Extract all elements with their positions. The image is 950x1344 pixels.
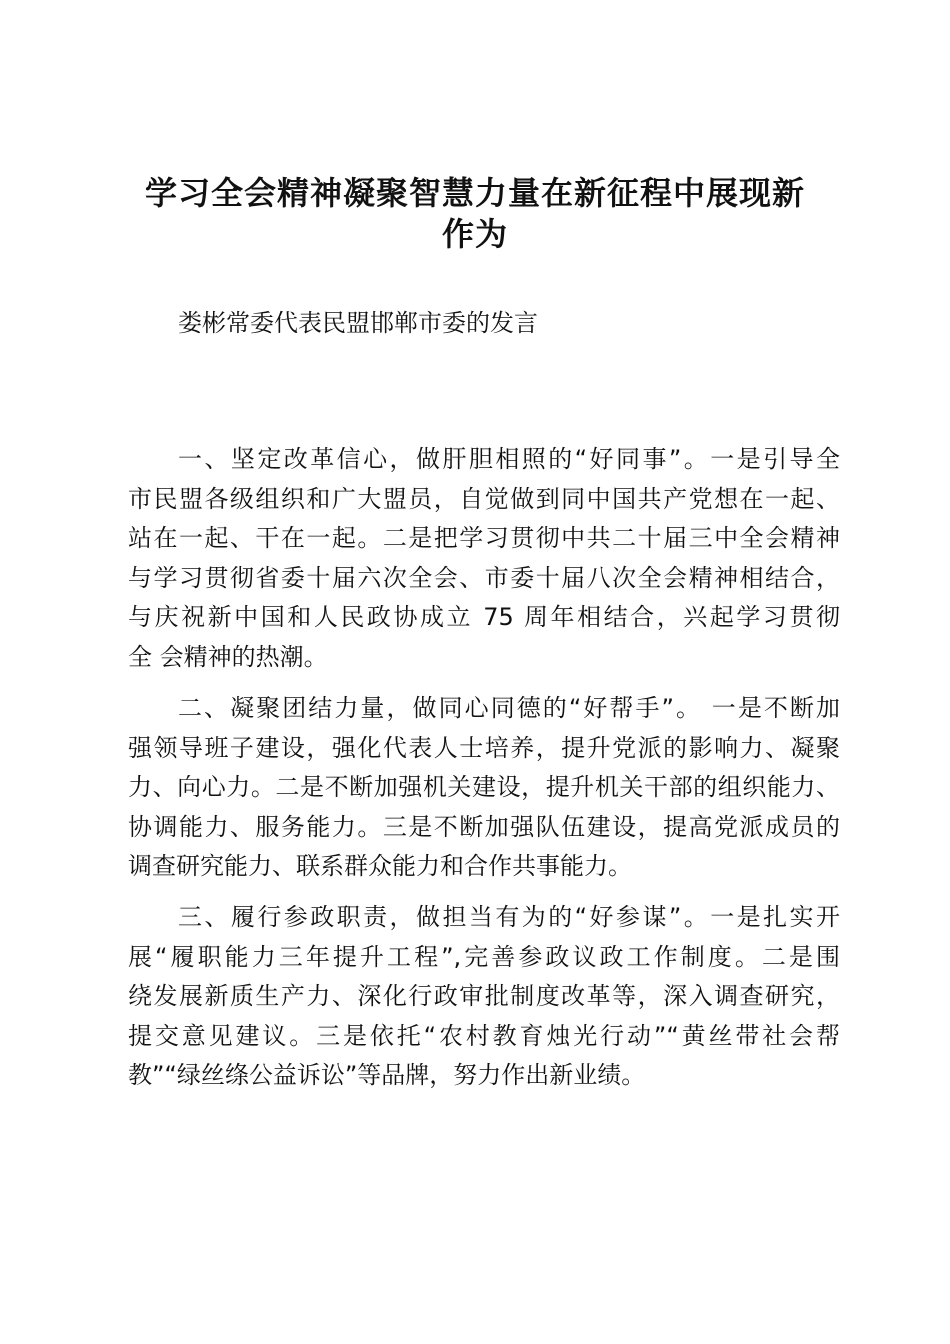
paragraph-line: 力、向心力。二是不断加强机关建设，提升机关干部的组织能力、 xyxy=(128,773,840,801)
paragraph-line: 站在一起、干在一起。二是把学习贯彻中共二十届三中全会精神 xyxy=(128,524,840,552)
paragraph-line: 市民盟各级组织和广大盟员，自觉做到同中国共产党想在一起、 xyxy=(128,484,840,513)
paragraph-2 xyxy=(128,689,840,887)
paragraph-line: 绕发展新质生产力、深化行政审批制度改革等，深入调查研究， xyxy=(128,982,840,1010)
paragraph-line: 强领导班子建设，强化代表人士培养，提升党派的影响力、凝聚 xyxy=(128,733,840,762)
paragraph-line: 协调能力、服务能力。三是不断加强队伍建设，提高党派成员的 xyxy=(128,812,840,841)
paragraph-line: 全 会精神的热潮。 xyxy=(128,642,328,671)
paragraph-line: 调查研究能力、联系群众能力和合作共事能力。 xyxy=(128,852,632,880)
paragraph-line: 三、履行参政职责，做担当有为的“好参谋”。一是扎实开 xyxy=(178,903,840,931)
paragraph-line: 与庆祝新中国和人民政协成立 75 周年相结合，兴起学习贯彻 xyxy=(128,603,840,631)
document-title-line-2: 作为 xyxy=(441,215,508,253)
paragraph-line: 二、凝聚团结力量，做同心同德的“好帮手”。 一是不断加 xyxy=(178,694,840,722)
paragraph-line: 与学习贯彻省委十届六次全会、市委十届八次全会精神相结合， xyxy=(128,563,840,592)
document-title-line-1: 学习全会精神凝聚智慧力量在新征程中展现新 xyxy=(144,174,805,212)
paragraph-line: 展“履职能力三年提升工程”,完善参政议政工作制度。二是围 xyxy=(128,942,840,971)
paragraph-line: 一、坚定改革信心，做肝胆相照的“好同事”。一是引导全 xyxy=(178,445,840,473)
paragraph-line: 教”“绿丝绦公益诉讼”等品牌，努力作出新业绩。 xyxy=(128,1061,646,1089)
paragraph-1 xyxy=(128,440,840,677)
document-subtitle: 娄彬常委代表民盟邯郸市委的发言 xyxy=(178,309,538,337)
paragraph-line: 提交意见建议。三是依托“农村教育烛光行动”“黄丝带社会帮 xyxy=(128,1021,840,1050)
paragraph-3 xyxy=(128,898,840,1096)
